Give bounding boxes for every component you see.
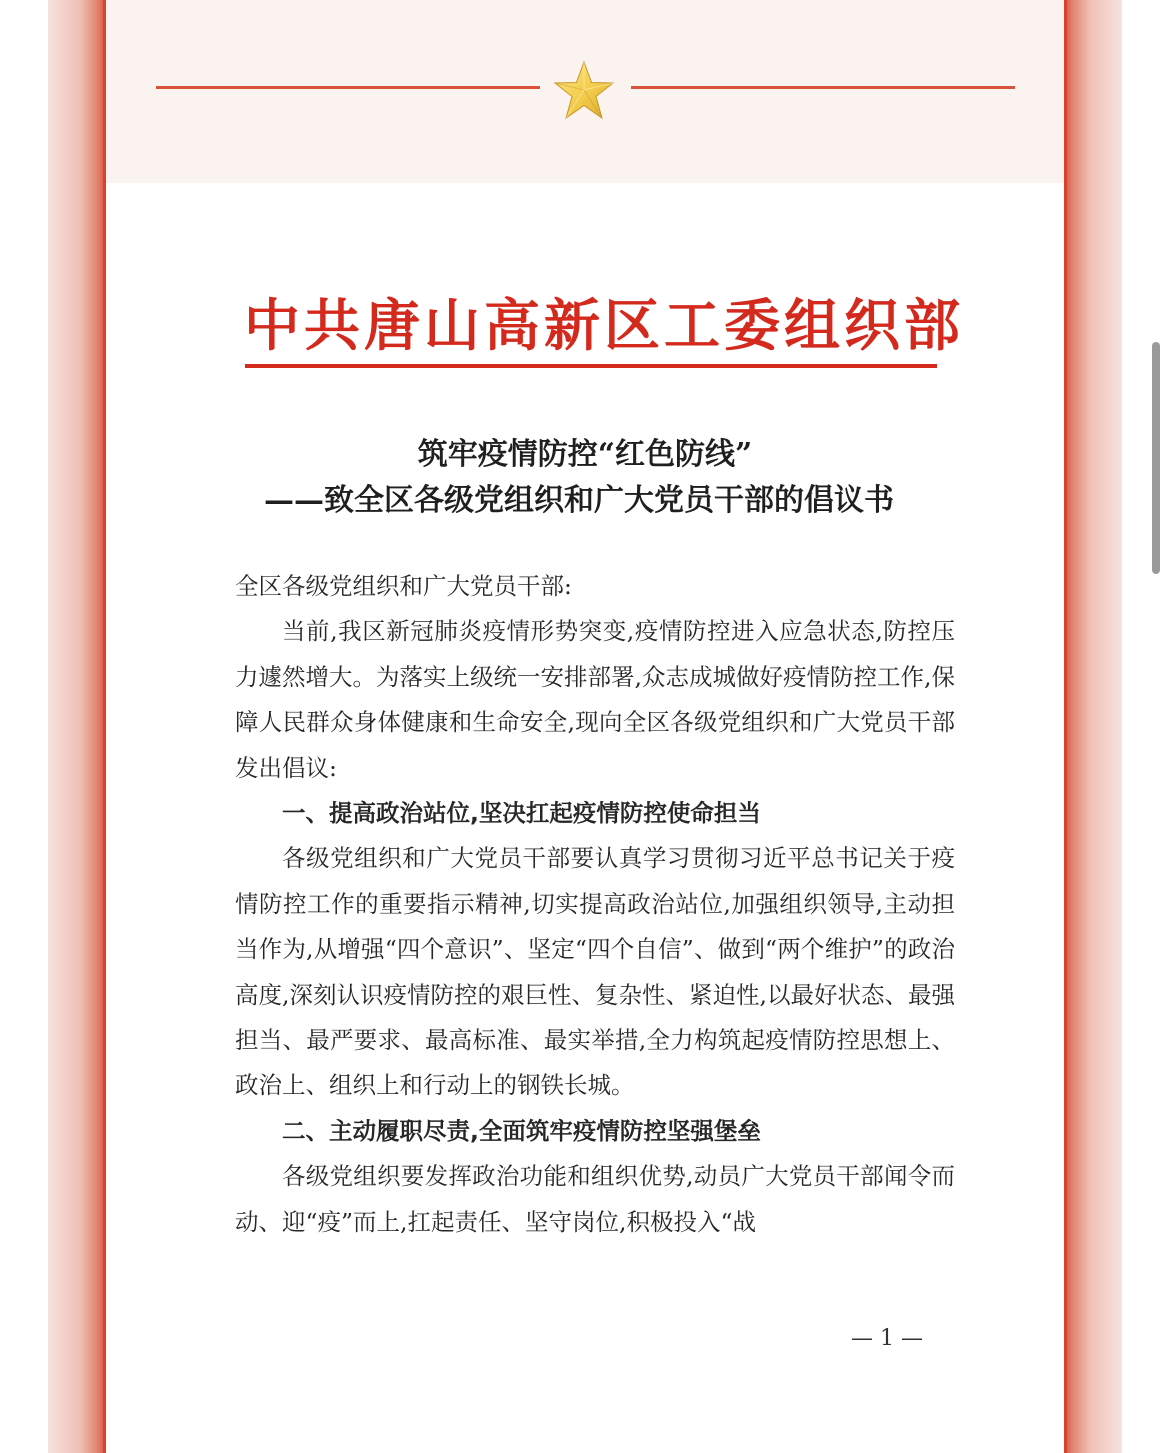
organization-red-rule [245, 364, 937, 368]
document-body [235, 564, 955, 1245]
left-red-rule [103, 0, 106, 1453]
right-red-rule [1064, 0, 1067, 1453]
right-decorative-border [1064, 0, 1122, 1453]
document-title: 筑牢疫情防控“红色防线” [417, 437, 753, 472]
paragraph: 各级党组织要发挥政治功能和组织优势,动员广大党员干部闻令而动、迎“疫”而上,扛起责任、坚守岗位,积极投入“战 [235, 1162, 955, 1236]
organization-name: 中共唐山高新区工委组织部 [244, 293, 964, 359]
page-number: — 1 — [851, 1326, 923, 1351]
gold-star-icon [553, 60, 615, 120]
left-decorative-border [48, 0, 106, 1453]
section-heading: 一、提高政治站位,坚决扛起疫情防控使命担当 [282, 799, 761, 828]
header-divider-right [631, 86, 1015, 89]
paragraph: 当前,我区新冠肺炎疫情形势突变,疫情防控进入应急状态,防控压力遽然增大。为落实上级统一安排部署,众志成城做好疫情防控工作,保障人民群众身体健康和生命安全,现向全区各级党组织和广大党员干部发出倡议: [235, 617, 955, 782]
header-divider-left [156, 86, 540, 89]
paragraph: 各级党组织和广大党员干部要认真学习贯彻习近平总书记关于疫情防控工作的重要指示精神,切实提高政治站位,加强组织领导,主动担当作为,从增强“四个意识”、坚定“四个自信”、做到“两个维护”的政治高度,深刻认识疫情防控的艰巨性、复杂性、紧迫性,以最好状态、最强担当、最严要求、最高标准、最实举措,全力构筑起疫情防控思想上、政治上、组织上和行动上的钢铁长城。 [235, 844, 955, 1100]
scrollbar-thumb[interactable] [1152, 342, 1160, 574]
salutation: 全区各级党组织和广大党员干部: [235, 572, 572, 600]
section-heading: 二、主动履职尽责,全面筑牢疫情防控坚强堡垒 [282, 1116, 761, 1145]
document-subtitle: ——致全区各级党组织和广大党员干部的倡议书 [264, 483, 894, 518]
document-scan [106, 183, 1064, 1453]
